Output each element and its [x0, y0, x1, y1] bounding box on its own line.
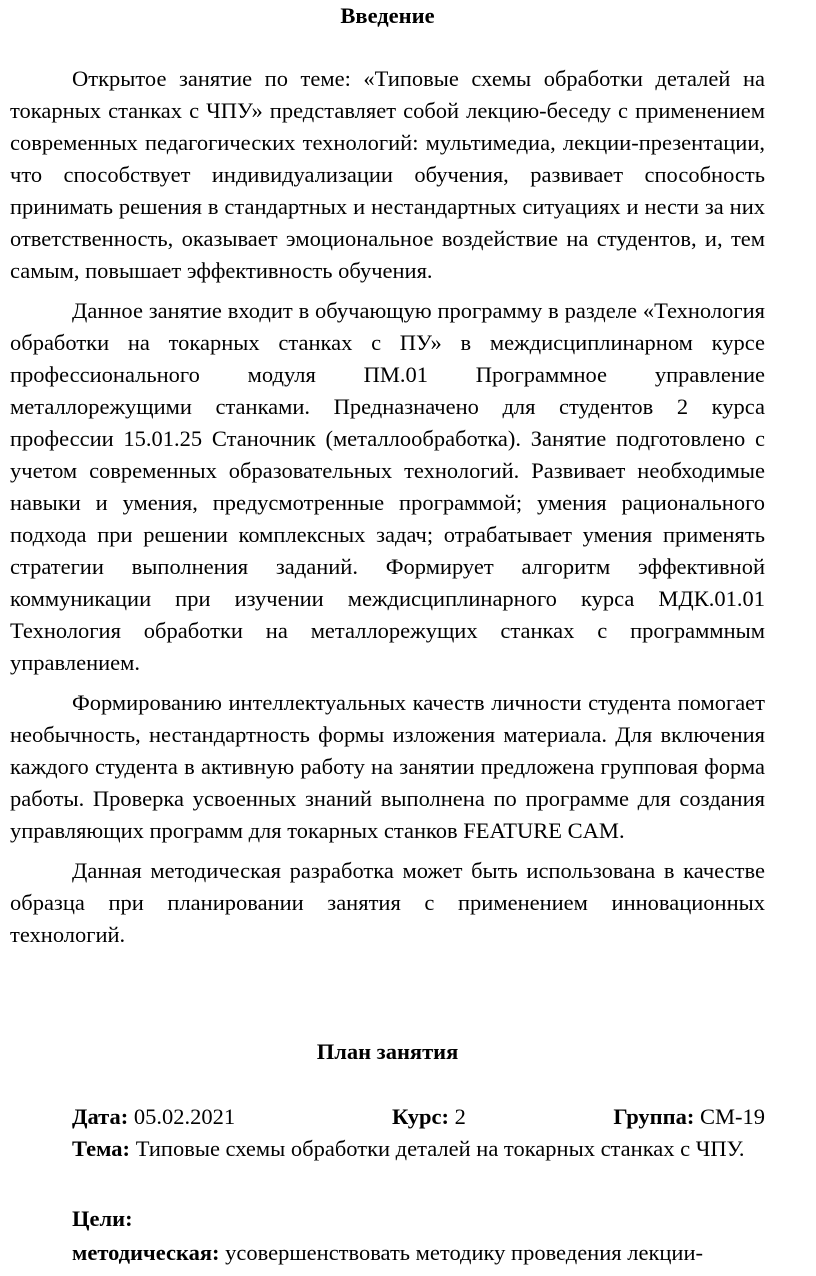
course-label: Курс:	[392, 1104, 449, 1129]
group-label: Группа:	[613, 1104, 695, 1129]
method-label: методическая:	[72, 1240, 220, 1265]
method-value: усовершенствовать методику проведения лекции-	[219, 1240, 703, 1265]
section-heading-lesson-plan: План занятия	[316, 1039, 459, 1064]
goals-label: Цели:	[72, 1206, 133, 1231]
paragraph-3: Формированию интеллектуальных качеств личности студента помогает необычность, нестандартность формы изложения материала. Для включения каждого студента в активную работу на занятии предложена групповая форма работы. Проверка усвоенных знаний выполнена по программе для создания управляющих программ для токарных станков FEATURE CAM.	[10, 690, 765, 843]
lesson-date	[72, 1101, 235, 1133]
course-value: 2	[449, 1104, 466, 1129]
introduction-body	[10, 63, 765, 959]
date-label: Дата:	[72, 1104, 129, 1129]
lesson-goals-heading	[72, 1203, 133, 1235]
lesson-topic	[72, 1133, 765, 1165]
lesson-course	[392, 1101, 466, 1133]
lesson-meta-row	[72, 1101, 765, 1133]
paragraph-4: Данная методическая разработка может быть использована в качестве образца при планировании занятия с применением инновационных технологий.	[10, 858, 765, 947]
paragraph-1: Открытое занятие по теме: «Типовые схемы обработки деталей на токарных станках с ЧПУ» представляет собой лекцию-беседу с применением современных педагогических технологий: мультимедиа, лекции-презентации, что способствует индивидуализации обучения, развивает способность принимать решения в стандартных и нестандартных ситуациях и нести за них ответственность, оказывает эмоциональное воздействие на студентов, и, тем самым, повышает эффективность обучения.	[10, 66, 765, 283]
paragraph-2: Данное занятие входит в обучающую программу в разделе «Технология обработки на токарных станках с ПУ» в междисциплинарном курсе профессионального модуля ПМ.01 Программное управление металлорежущими станками. Предназначено для студентов 2 курса профессии 15.01.25 Станочник (металлообработка). Занятие подготовлено с учетом современных образовательных технологий. Развивает необходимые навыки и умения, предусмотренные программой; умения рационального подхода при решении комплексных задач; отрабатывает умения применять стратегии выполнения заданий. Формирует алгоритм эффективной коммуникации при изучении междисциплинарного курса МДК.01.01 Технология обработки на металлорежущих станках с программным управлением.	[10, 298, 765, 675]
section-heading-introduction: Введение	[340, 3, 435, 28]
methodical-goal	[72, 1237, 765, 1269]
date-value: 05.02.2021	[128, 1104, 236, 1129]
topic-value: Типовые схемы обработки деталей на токарных станках с ЧПУ.	[130, 1136, 745, 1161]
group-value: СМ-19	[694, 1104, 765, 1129]
topic-label: Тема:	[72, 1136, 131, 1161]
lesson-group	[613, 1101, 765, 1133]
